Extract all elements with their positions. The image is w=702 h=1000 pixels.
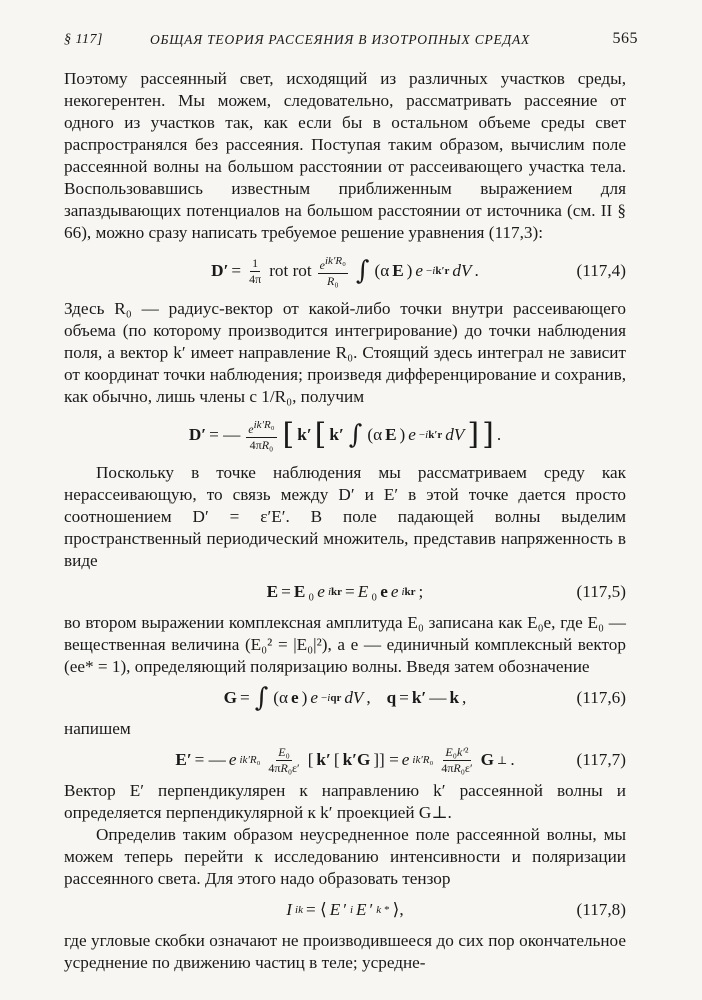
section-ref: § 117] [64, 32, 103, 47]
equation-number: (117,4) [576, 261, 626, 280]
equation-117-4 [64, 244, 626, 298]
equation-117-7 [64, 740, 626, 780]
page-content [64, 68, 626, 974]
equation-body: E′ = — e ik′R₀ $\frac{\text{E₀}}{\text{4πR₀ε′}}$ [ k′ [ k′G ]] = e ik′R₀ $\frac{\text{E₀k′²}}{\text{4πR₀ε′}}$ G ⊥ . [175, 744, 515, 775]
running-header [64, 28, 638, 52]
equation-117-6 [64, 678, 626, 718]
equation-unnumbered [64, 408, 626, 462]
paragraph-2: Здесь R₀ — радиус-вектор от какой-либо точки внутри рассеивающего объема (по которому производится интегрирование) до точки наблюдения поля, а вектор k′ имеет направление R₀. Стоящий здесь интеграл не зависит от координат точки наблюдения; произведя дифференцирование и сохранив, как обычно, лишь члены с 1/R₀, получим [64, 299, 626, 406]
paragraph-7: Определив таким образом неусредненное поле рассеянной волны, мы можем теперь перейти к исследованию интенсивности и поляризации рассеянного света. Для этого надо образовать тензор [64, 825, 626, 888]
paragraph-4: во втором выражении комплексная амплитуда E₀ записана как E₀e, где E₀ — вещественная величина (E₀² = |E₀|²), а e — единичный комплексный вектор (ee* = 1), определяющий поляризацию волны. Введя затем обозначение [64, 613, 626, 676]
chapter-title: ОБЩАЯ ТЕОРИЯ РАССЕЯНИЯ В ИЗОТРОПНЫХ СРЕДАХ [150, 32, 531, 47]
equation-number: (117,6) [576, 688, 626, 707]
equation-117-8 [64, 890, 626, 930]
equation-body: G = ∫ (α e ) e −iqr dV , q = k′ — k , [223, 683, 467, 713]
paragraph-6: Вектор E′ перпендикулярен к направлению k′ рассеянной волны и определяется перпендикулярной к k′ проекцией G⊥. [64, 781, 626, 822]
paragraph-5: напишем [64, 719, 131, 738]
paragraph-8: где угловые скобки означают не производившееся до сих пор окончательное усреднение по движению частиц в теле; усредне- [64, 931, 626, 972]
equation-body: D′ = $\frac{1}{4\pi}$ rot rot $\frac{e^{ik'R_0}}{\text{R₀}}$ ∫ (α E ) e −ik′r dV . [211, 254, 479, 288]
page-number: 565 [612, 30, 638, 47]
paragraph-1: Поэтому рассеянный свет, исходящий из различных участков среды, некогерентен. Мы можем, следовательно, рассматривать рассеяние от одного из участков так, как если бы в остальном объеме среды свет распространялся без рассеяния. Поступая таким образом, вычислим поле рассеянной волны на большом расстоянии от рассеивающего участка тела. Воспользовавшись известным приближенным выражением для запаздывающих потенциалов на большом расстоянии от источника (см. II § 66), можно сразу написать требуемое решение уравнения (117,3): [64, 69, 626, 242]
equation-body: E = E ₀ e ikr = E ₀ e e ikr ; [266, 582, 424, 601]
equation-number: (117,7) [576, 750, 626, 769]
equation-number: (117,5) [576, 582, 626, 601]
equation-number: (117,8) [576, 900, 626, 919]
equation-117-5 [64, 572, 626, 612]
equation-body: D′ = — $\frac{e^{ik'R_0}}{\text{4πR₀}}$ [ k′ [ k′ ∫ (α E ) e −ik′r dV ] ] . [188, 417, 502, 452]
equation-body: I ik = ⟨ E ′ i E ′ k * ⟩, [286, 900, 404, 919]
paragraph-3: Поскольку в точке наблюдения мы рассматриваем среду как нерассеивающую, то связь между D′ и E′ в этой точке дается просто соотношением D′ = ε′E′. В поле падающей волны выделим пространственный периодический множитель, представив напряженность в виде [64, 463, 626, 570]
